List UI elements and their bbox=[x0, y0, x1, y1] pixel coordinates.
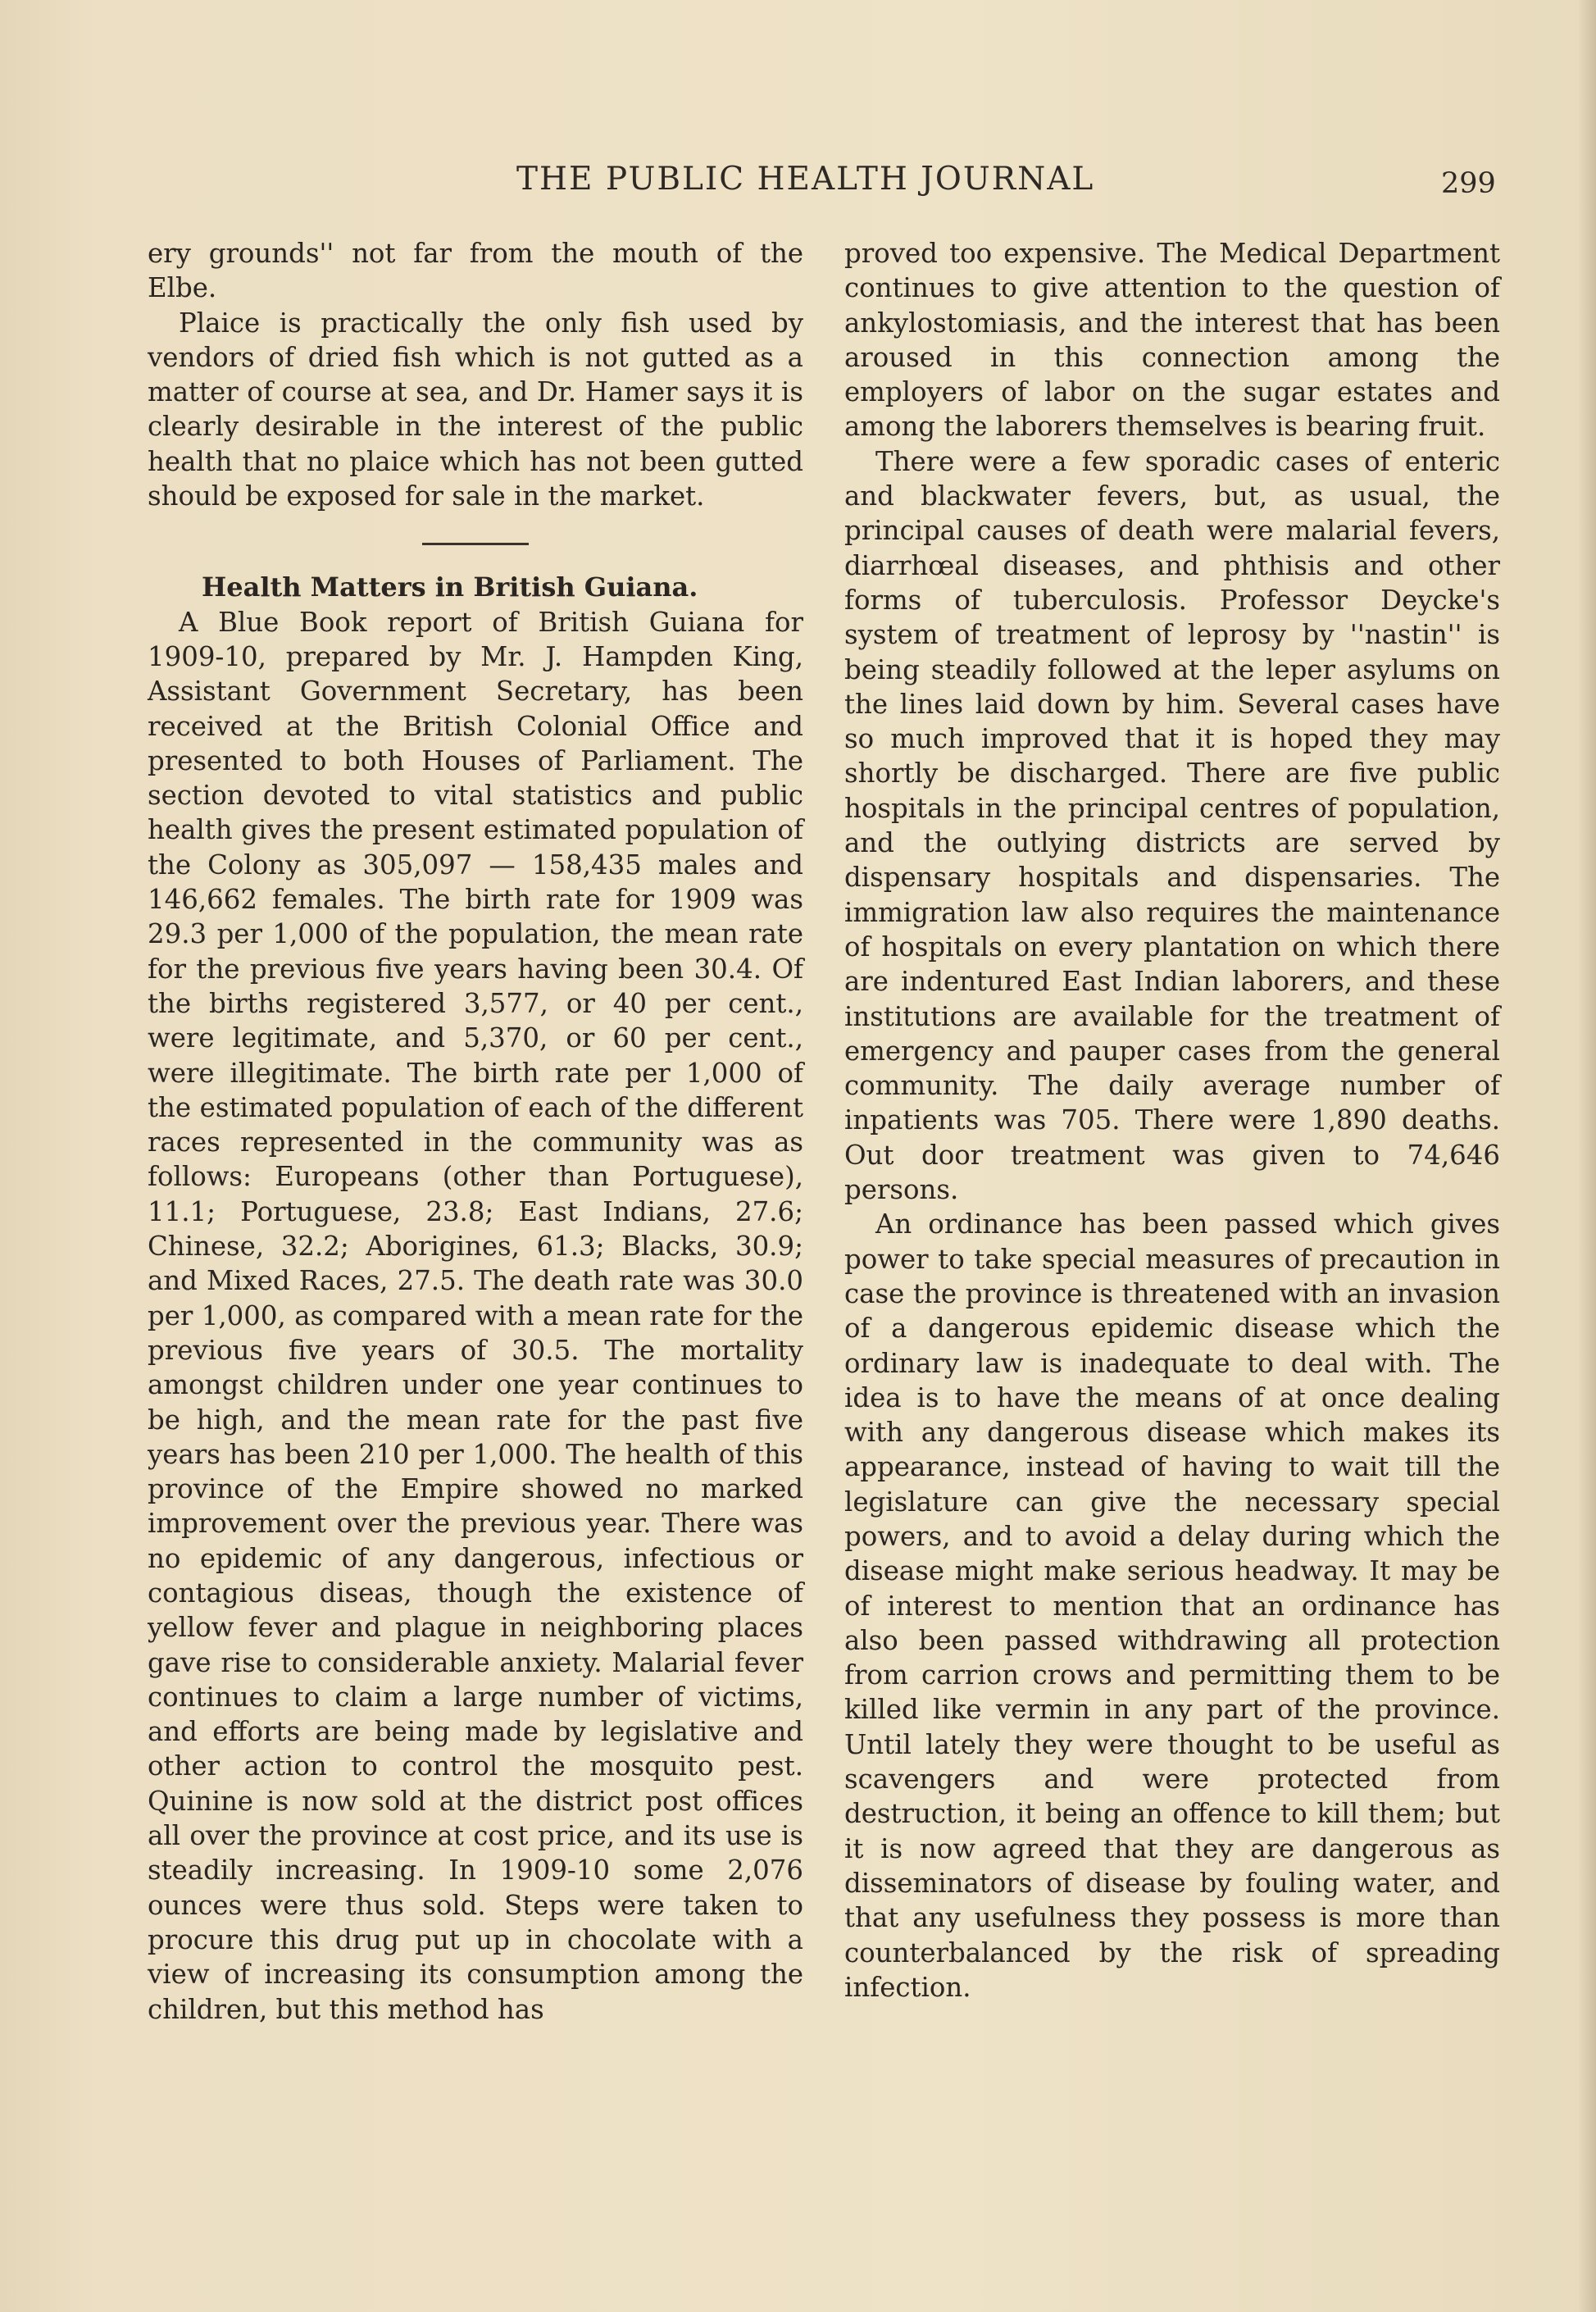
section-heading: Health Matters in British Guiana. bbox=[202, 571, 698, 603]
paragraph: ery grounds'' not far from the mouth of the Elbe. bbox=[148, 238, 803, 304]
paragraph: proved too expensive. The Medical Department continues to give attention to the question of ankylostomiasis, and the interest that has been aroused in this connection among the employers of labor on the sugar estates and among the laborers themselves is bearing fruit. bbox=[844, 238, 1500, 443]
section-divider bbox=[422, 543, 529, 545]
paragraph: Plaice is practically the only fish used by vendors of dried fish which is not gutted as a matter of course at sea, and Dr. Hamer says it is clearly desirable in the interest of the public health that no plaice which has not been gutted should be exposed for sale in the market. bbox=[148, 307, 803, 512]
paragraph: A Blue Book report of British Guiana for 1909-10, prepared by Mr. J. Hampden King, Assistant Government Secretary, has been received at the British Colonial Office and presented to both Houses of Parliament. The section devoted to vital statistics and public health gives the present estimated population of the Colony as 305,097 — 158,435 males and 146,662 females. The birth rate for 1909 was 29.3 per 1,000 of the population, the mean rate for the previous five years having been 30.4. Of the births registered 3,577, or 40 per cent., were legitimate, and 5,370, or 60 per cent., were illegitimate. The birth rate per 1,000 of the estimated population of each of the different races represented in the community was as follows: Europeans (other than Portuguese), 11.1; Portuguese, 23.8; East Indians, 27.6; Chinese, 32.2; Aborigines, 61.3; Blacks, 30.9; and Mixed Races, 27.5. The death rate was 30.0 per 1,000, as compared with a mean rate for the previous five years of 30.5. The mortality amongst children under one year continues to be high, and the mean rate for the past five years has been 210 per 1,000. The health of this province of the Empire showed no marked improvement over the previous year. There was no epidemic of any dangerous, infectious or contagious diseas, though the existence of yellow fever and plague in neighboring places gave rise to considerable anxiety. Malarial fever continues to claim a large number of victims, and efforts are being made by legislative and other action to control the mosquito pest. Quinine is now sold at the district post offices all over the province at cost price, and its use is steadily increasing. In 1909-10 some 2,076 ounces were thus sold. Steps were taken to procure this drug put up in chocolate with a view of increasing its consumption among the children, but this method has bbox=[148, 606, 803, 2025]
running-title: THE PUBLIC HEALTH JOURNAL bbox=[516, 161, 1095, 198]
left-column bbox=[148, 236, 803, 2027]
paragraph: There were a few sporadic cases of enteric and blackwater fevers, but, as usual, the principal causes of death were malarial fevers, diarrhœal diseases, and phthisis and other forms of tuberculosis. Professor Deycke's system of treatment of leprosy by ''nastin'' is being steadily followed at the leper asylums on the lines laid down by him. Several cases have so much improved that it is hoped they may shortly be discharged. There are five public hospitals in the principal centres of population, and the outlying districts are served by dispensary hospitals and dispensaries. The immigration law also requires the maintenance of hospitals on every plantation on which there are indentured East Indian laborers, and these institutions are available for the treatment of emergency and pauper cases from the general community. The daily average number of inpatients was 705. There were 1,890 deaths. Out door treatment was given to 74,646 persons. bbox=[844, 445, 1500, 1206]
right-column bbox=[844, 236, 1500, 2005]
paragraph: An ordinance has been passed which gives power to take special measures of precaution in case the province is threatened with an invasion of a dangerous epidemic disease which the ordinary law is inadequate to deal with. The idea is to have the means of at once dealing with any dangerous disease which makes its appearance, instead of having to wait till the legislature can give the necessary special powers, and to avoid a delay during which the disease might make serious headway. It may be of interest to mention that an ordinance has also been passed withdrawing all protection from carrion crows and permitting them to be killed like vermin in any part of the province. Until lately they were thought to be useful as scavengers and were protected from destruction, it being an offence to kill them; but it is now agreed that they are dangerous as disseminators of disease by fouling water, and that any usefulness they possess is more than counterbalanced by the risk of spreading infection. bbox=[844, 1208, 1500, 2003]
page-edge-shadow bbox=[1578, 0, 1596, 2312]
page-number: 299 bbox=[1441, 167, 1496, 200]
